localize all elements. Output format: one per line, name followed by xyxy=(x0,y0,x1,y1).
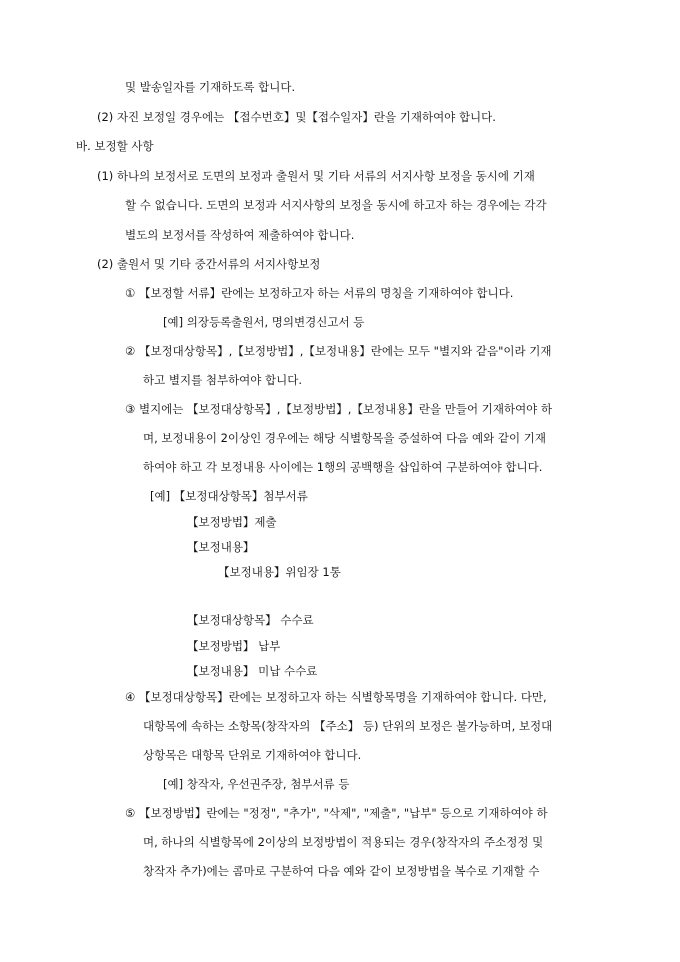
example-line: 【보정대상항목】 수수료 xyxy=(187,613,314,627)
text-line: ② 【보정대상항목】,【보정방법】,【보정내용】란에는 모두 "별지와 같음"이라 기재 xyxy=(125,344,552,358)
text-line: 창작자 추가)에는 콤마로 구분하여 다음 예와 같이 보정방법을 복수로 기재할 수 xyxy=(143,864,540,878)
text-line: ① 【보정할 서류】란에는 보정하고자 하는 서류의 명칭을 기재하여야 합니다. xyxy=(125,286,514,300)
example-line: 【보정내용】 미납 수수료 xyxy=(187,664,318,678)
text-line: ③ 별지에는 【보정대상항목】,【보정방법】,【보정내용】란을 만들어 기재하여야 하 xyxy=(125,402,553,416)
text-line: 별도의 보정서를 작성하여 제출하여야 합니다. xyxy=(125,228,355,242)
text-line: (2) 자진 보정일 경우에는 【접수번호】및【접수일자】란을 기재하여야 합니다. xyxy=(97,110,496,124)
text-line: 및 발송일자를 기재하도록 합니다. xyxy=(125,80,296,94)
text-line: 며, 하나의 식별항목에 2이상의 보정방법이 적용되는 경우(창작자의 주소정정 및 xyxy=(143,835,544,849)
text-line: 하고 별지를 첨부하여야 합니다. xyxy=(143,373,303,387)
text-line: 상항목은 대항목 단위로 기재하여야 합니다. xyxy=(143,748,362,762)
text-line: 며, 보정내용이 2이상인 경우에는 해당 식별항목을 증설하여 다음 예와 같이 기재 xyxy=(143,431,547,445)
section-heading: 바. 보정할 사항 xyxy=(76,139,154,153)
example-line: 【보정내용】위임장 1통 xyxy=(218,565,341,579)
example-line: [예] 창작자, 우선권주장, 첨부서류 등 xyxy=(163,777,350,791)
example-line: 【보정내용】 xyxy=(187,540,255,554)
example-line: [예] 의장등록출원서, 명의변경신고서 등 xyxy=(163,315,365,329)
text-line: 대항목에 속하는 소항목(창작자의 【주소】 등) 단위의 보정은 불가능하며, 보정대 xyxy=(143,719,553,733)
text-line: ④ 【보정대상항목】란에는 보정하고자 하는 식별항목명을 기재하여야 합니다. 다만, xyxy=(125,690,547,704)
example-line: [예] 【보정대상항목】첨부서류 xyxy=(150,489,308,503)
example-line: 【보정방법】제출 xyxy=(187,515,277,529)
text-line: (2) 출원서 및 기타 중간서류의 서지사항보정 xyxy=(97,257,321,271)
example-line: 【보정방법】 납부 xyxy=(187,639,281,653)
text-line: (1) 하나의 보정서로 도면의 보정과 출원서 및 기타 서류의 서지사항 보정을 동시에 기재 xyxy=(97,169,535,183)
text-line: ⑤ 【보정방법】란에는 "정정", "추가", "삭제", "제출", "납부" 등으로 기재하여야 하 xyxy=(125,806,548,820)
text-line: 하여야 하고 각 보정내용 사이에는 1행의 공백행을 삽입하여 구분하여야 합니다. xyxy=(143,460,543,474)
text-line: 할 수 없습니다. 도면의 보정과 서지사항의 보정을 동시에 하고자 하는 경우에는 각각 xyxy=(125,198,547,212)
